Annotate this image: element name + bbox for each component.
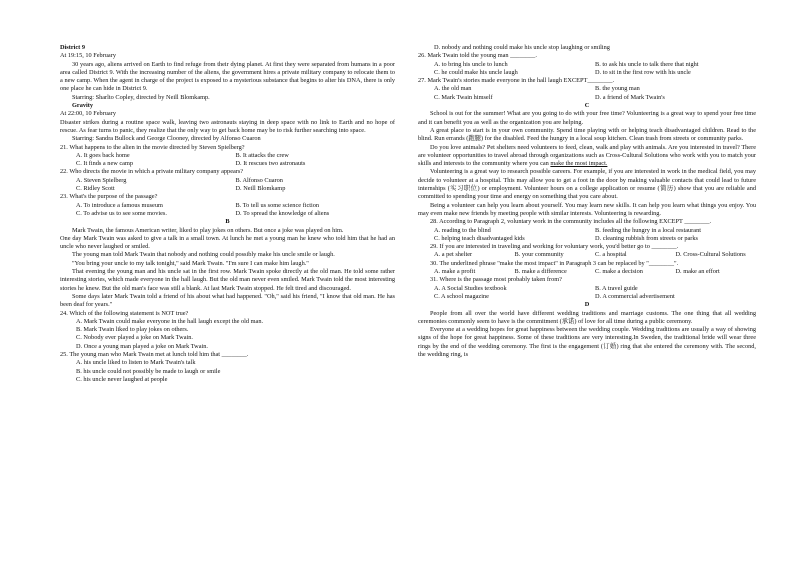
passage-paragraph: A great place to start is in your own community. Spend time playing with or helping teach disadvantaged children. Read to the blind. Run errands (跑腿) for the disabled. Feed the hungry in a local soup kitchen. Clean trash from streets or community parks. xyxy=(418,126,756,143)
option-d[interactable]: D. A commercial advertisement xyxy=(595,292,675,300)
options-row xyxy=(418,85,756,93)
option-b[interactable]: B. To tell us some science fiction xyxy=(235,201,320,209)
option-d[interactable]: D. nobody and nothing could make his uncle stop laughing or smiling xyxy=(434,44,610,51)
option-c[interactable]: C. It finds a new camp xyxy=(76,160,134,168)
question-25: 25. The young man who Mark Twain met at lunch told him that ________. xyxy=(60,350,249,358)
options-row xyxy=(418,69,756,77)
option-a[interactable]: A. a pet shelter xyxy=(434,251,473,259)
question-28: 28. According to Paragraph 2, voluntary work in the community includes all the following EXCEPT ________. xyxy=(430,218,712,226)
question-27: 27. Mark Twain's stories made everyone in the hall laugh EXCEPT________. xyxy=(418,77,615,85)
right-column xyxy=(418,44,756,359)
options-row xyxy=(418,235,756,243)
option-d[interactable]: D. Once a young man played a joke on Mark Twain. xyxy=(76,342,208,350)
option-b[interactable]: B. make a difference xyxy=(514,268,567,276)
option-a[interactable]: A. the old man xyxy=(434,85,472,93)
option-b[interactable]: B. feeding the hungry in a local restaurant xyxy=(595,226,701,234)
option-c[interactable]: C. helping teach disadvantaged kids xyxy=(434,234,525,242)
passage-paragraph: Some days later Mark Twain told a friend of his about what had happened. "Oh," said his friend, "I know that old man. He has been deaf for years." xyxy=(60,292,395,309)
section-heading-d: D xyxy=(584,301,590,309)
option-c[interactable]: C. A school magazine xyxy=(434,292,489,300)
options-row xyxy=(418,268,756,276)
section-heading-b: B xyxy=(225,218,230,226)
options-row xyxy=(418,293,756,301)
option-d[interactable]: D. To spread the knowledge of aliens xyxy=(235,209,330,217)
question-29: 29. If you are interested in traveling and working for voluntary work, you'd better go to ________. xyxy=(430,243,679,251)
option-c[interactable]: C. make a decision xyxy=(595,268,643,276)
passage-paragraph: That evening the young man and his uncle sat in the first row. Mark Twain spoke directly at the old man. He told some rather interesting stories, which made everyone in the hall laugh. But the old man never even smiled. Mark Twain told the most interesting stories he knew. But the old man's face was still a blank. At last Mark Twain stopped. He felt tired and discouraged. xyxy=(60,268,395,292)
option-b[interactable]: B. Mark Twain liked to play jokes on others. xyxy=(76,326,189,334)
question-21: 21. What happens to the alien in the movie directed by Steven Spielberg? xyxy=(60,143,245,151)
option-b[interactable]: B. his uncle could not possibly be made to laugh or smile xyxy=(76,367,221,375)
question-24: 24. Which of the following statement is NOT true? xyxy=(60,309,189,317)
options-row xyxy=(418,285,756,293)
option-c[interactable]: C. a hospital xyxy=(595,251,627,259)
movie-time: At 19:15, 10 February xyxy=(60,52,116,60)
option-b[interactable]: B. Alfonso Cuaron xyxy=(235,176,283,184)
options-row xyxy=(60,152,395,160)
option-a[interactable]: A. Steven Spielberg xyxy=(76,176,127,184)
underlined-phrase: make the most impact. xyxy=(550,160,608,168)
option-c[interactable]: C. Nobody ever played a joke on Mark Twain. xyxy=(76,334,193,342)
question-31: 31. Where is the passage most probably taken from? xyxy=(430,276,562,284)
options-row xyxy=(418,227,756,235)
passage-paragraph: "You bring your uncle to my talk tonight," said Mark Twain. "I'm sure I can make him laugh." xyxy=(72,259,309,267)
question-23: 23. What's the purpose of the passage? xyxy=(60,193,158,201)
option-d[interactable]: D. cleaning rubbish from streets or parks xyxy=(595,234,698,242)
movie-time: At 22:00, 10 February xyxy=(60,110,116,118)
option-a[interactable]: A. reading to the blind xyxy=(434,226,491,234)
options-row xyxy=(418,94,756,102)
passage-paragraph: Being a volunteer can help you learn about yourself. You may learn new skills. It can help you learn what things you enjoy. You may even make new friends by meeting people with similar interests. Volunteering is rewarding. xyxy=(418,201,756,217)
options-row xyxy=(418,251,756,259)
option-d[interactable]: D. a friend of Mark Twain's xyxy=(595,93,665,101)
question-22: 22. Who directs the movie in which a private military company appears? xyxy=(60,168,244,176)
option-d[interactable]: D. make an effort xyxy=(675,268,720,276)
option-a[interactable]: A. A Social Studies textbook xyxy=(434,284,507,292)
options-row xyxy=(60,210,395,218)
movie-title-district9: District 9 xyxy=(60,44,86,51)
options-row xyxy=(418,61,756,69)
options-row xyxy=(60,185,395,193)
option-b[interactable]: B. It attacks the crew xyxy=(235,151,289,159)
passage-paragraph: The young man told Mark Twain that nobody and nothing could possibly make his uncle smile or laugh. xyxy=(72,251,335,259)
passage-paragraph: Do you love animals? Pet shelters need volunteers to feed, clean, walk and play with animals. Are you interested in travel? There are volunteer opportunities to travel abroad through organizations such as Cross-Cultural Solutions who work with you to match your skills and interests to the community where you can make the most impact. xyxy=(418,143,756,168)
option-b[interactable]: B. the young man xyxy=(595,85,640,93)
option-a[interactable]: A. Mark Twain could make everyone in the hall laugh except the old man. xyxy=(76,317,264,325)
option-c[interactable]: C. he could make his uncle laugh xyxy=(434,68,518,76)
option-d[interactable]: D. Cross-Cultural Solutions xyxy=(675,251,746,259)
passage-paragraph: Mark Twain, the famous American writer, liked to play jokes on others. But once a joke was played on him. xyxy=(72,226,344,234)
option-a[interactable]: A. To introduce a famous museum xyxy=(76,201,163,209)
passage-paragraph: Everyone at a wedding hopes for great happiness between the wedding couple. Wedding traditions are usually a way of showing signs of the hope for great happiness. Some of these traditions are very interesting.In Sweden, the traditional bride will wear three rings by the end of the wedding ceremony. The first is the engagement (订婚) ring that she entered the ceremony with. The second, the wedding ring, is xyxy=(418,326,756,358)
option-d[interactable]: D. Neill Blomkamp xyxy=(235,185,286,193)
option-c[interactable]: C. Ridley Scott xyxy=(76,185,115,193)
option-a[interactable]: A. make a profit xyxy=(434,268,476,276)
option-b[interactable]: B. A travel guide xyxy=(595,284,638,292)
option-d[interactable]: D. It rescues two astronauts xyxy=(235,160,306,168)
left-column xyxy=(60,44,395,384)
question-26: 26. Mark Twain told the young man ________. xyxy=(418,52,537,60)
movie-credits: Starring: Sandra Bullock and George Clooney, directed by Alfonso Cuaron xyxy=(72,135,261,143)
option-a[interactable]: A. his uncle liked to listen to Mark Twain's talk xyxy=(76,359,196,367)
option-d[interactable]: D. to sit in the first row with his uncle xyxy=(595,68,691,76)
options-row xyxy=(60,160,395,168)
passage-paragraph: One day Mark Twain was asked to give a talk in a small town. At lunch he met a young man he knew who told him that he had an uncle who never laughed or smiled. xyxy=(60,234,395,251)
movie-credits: Starring: Sharlto Copley, directed by Neill Blomkamp. xyxy=(72,93,210,101)
section-heading-c: C xyxy=(584,102,590,110)
option-c[interactable]: C. Mark Twain himself xyxy=(434,93,493,101)
options-row xyxy=(60,177,395,185)
option-a[interactable]: A. to bring his uncle to lunch xyxy=(434,60,508,68)
option-b[interactable]: B. to ask his uncle to talk there that night xyxy=(595,60,699,68)
options-row xyxy=(60,202,395,210)
option-c[interactable]: C. To advise us to see some movies. xyxy=(76,209,167,217)
passage-paragraph: People from all over the world have different wedding traditions and marriage customs. The one thing that all wedding ceremonies commonly seem to have is the commitment (承诺) of love for all time during a public ceremony. xyxy=(418,309,756,325)
movie-synopsis: Disaster strikes during a routine space walk, leaving two astronauts staying in deep space with no link to Earth and no hope of rescue. As fear turns to panic, they realize that the only way to get back home may be to risk further searching into space. xyxy=(60,118,395,134)
movie-synopsis: 30 years ago, aliens arrived on Earth to find refuge from their dying planet. At first they were separated from humans in a poor area called District 9. With the increasing number of the aliens, the government hires a private military company to relocate them to a new camp. When the agent in charge of the project is exposed to a mysterious substance that begins to alter his DNA, there is only one place he can hide in District 9. xyxy=(60,60,395,93)
passage-paragraph: School is out for the summer! What are you going to do with your free time? Volunteering is a great way to spend your free time and it can benefit you as well as the organization you are helping. xyxy=(418,110,756,126)
passage-paragraph: Volunteering is a great way to research possible careers. For example, if you are interested in work in the medical field, you may decide to volunteer at a hospital. This may allow you to get a foot in the door by making valuable contacts that could lead to future internships (实习职位) or employment. Volunteer hours on a college application or resume (简历) show that you are reliable and committed to spending your time and energy on something that you care about. xyxy=(418,168,756,201)
option-c[interactable]: C. his uncle never laughed at people xyxy=(76,375,168,383)
movie-title-gravity: Gravity xyxy=(72,102,93,110)
option-a[interactable]: A. It goes back home xyxy=(76,151,130,159)
question-30: 30. The underlined phrase "make the most impact" in Paragraph 3 can be replaced by "________". xyxy=(430,259,679,267)
option-b[interactable]: B. your community xyxy=(514,251,564,259)
